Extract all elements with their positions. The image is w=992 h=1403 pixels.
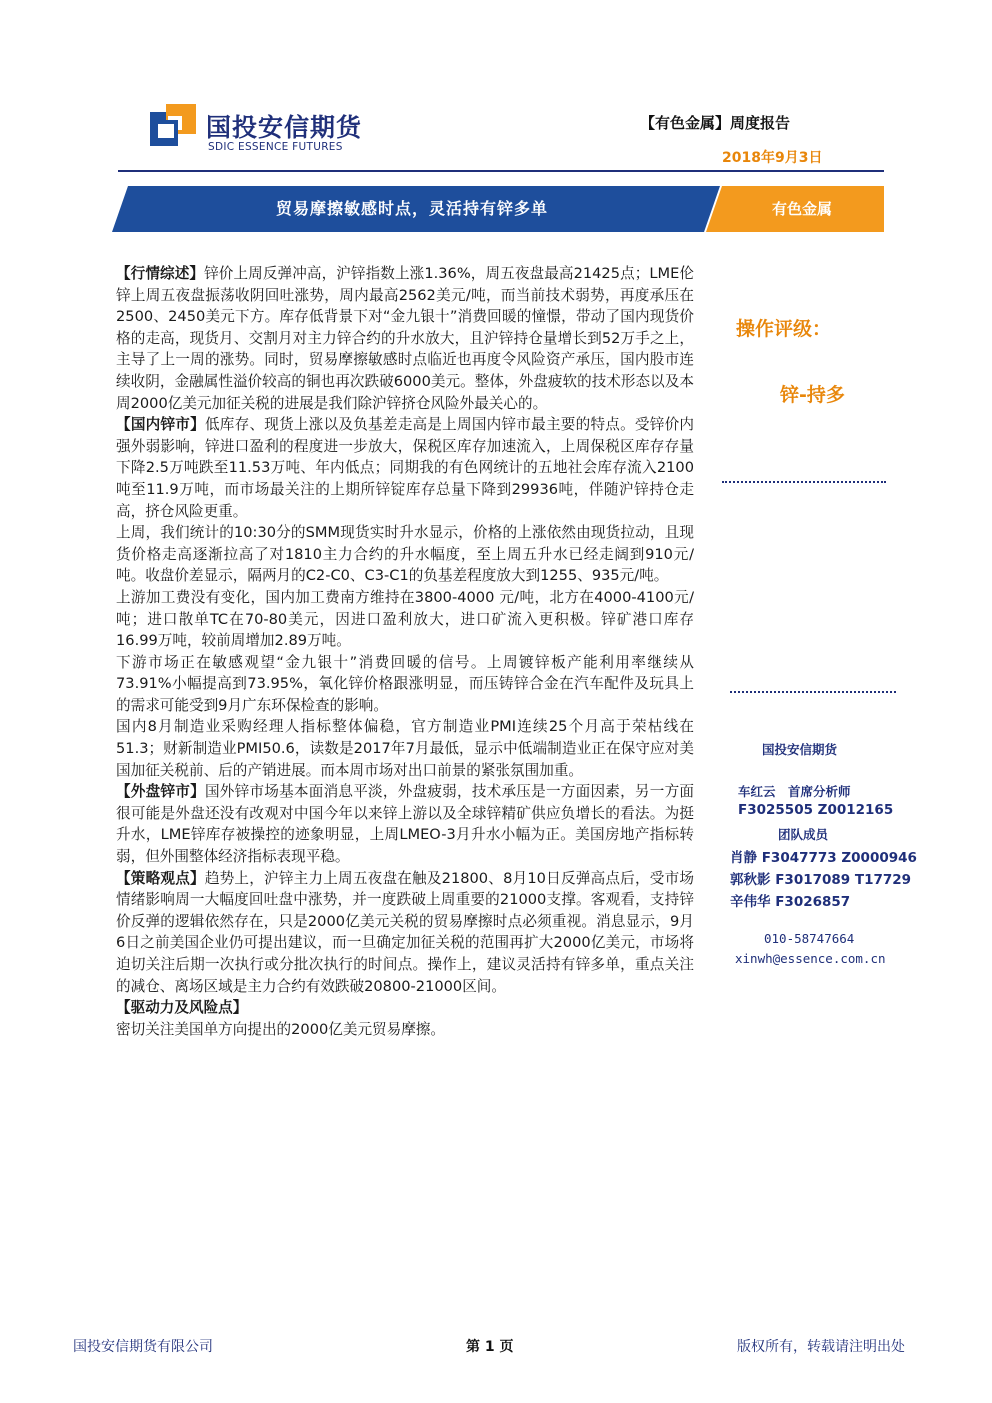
rating-value: 锌-持多 xyxy=(780,384,845,406)
company-name-cn: 国投安信期货 xyxy=(206,113,363,142)
paragraph-market-overview: 【行情综述】锌价上周反弹冲高，沪锌指数上涨1.36%，周五夜盘最高21425点；LME伦锌上周五夜盘振荡收阴回吐涨势，周内最高2562美元/吨，而当前技术弱势，再度承压在2500、2450美元下方。库存低背景下对“金九银十”消费回暖的憧憬，带动了国内现货价格的走高，现货月、交割月对主力锌合约的升水放大，且沪锌持仓量增长到52万手之上，主导了上一周的涨势。同时，贸易摩擦敏感时点临近也再度令风险资产承压，国内股市连续收阴，金融属性溢价较高的铜也再次跌破6000美元。整体，外盘疲软的技术形态以及本周2000亿美元加征关税的进展是我们除沪锌挤仓风险外最关心的。 xyxy=(116,265,694,412)
analyst-name: 车红云 首席分析师 xyxy=(738,784,851,799)
paragraph-spot-premium: 上周，我们统计的10:30分的SMM现货实时升水显示，价格的上涨依然由现货拉动，且现货价格走高逐渐拉高了对1810主力合约的升水幅度，至上周五升水已经走阔到910元/吨。收盘价差显示，隔两月的C2-C0、C3-C1的负基差程度放大到1255、935元/吨。 xyxy=(116,524,694,585)
sidebar-divider xyxy=(722,481,886,483)
paragraph-overseas-zinc: 【外盘锌市】国外锌市场基本面消息平淡，外盘疲弱，技术承压是一方面因素，另一方面很可能是外盘还没有改观对中国今年以来锌上游以及全球锌精矿供应负增长的看法。为挺升水，LME锌库存被操控的迹象明显，上周LMEO-3月升水小幅为正。美国房地产指标转弱，但外围整体经济指标表现平稳。 xyxy=(116,783,694,866)
report-body xyxy=(116,263,694,1040)
footer-copyright: 版权所有，转载请注明出处 xyxy=(737,1339,905,1355)
paragraph-pmi: 国内8月制造业采购经理人指标整体偏稳，官方制造业PMI连续25个月高于荣枯线在51.3；财新制造业PMI50.6，读数是2017年7月最低，显示中低端制造业正在保守应对美国加征关税前、后的产销进展。而本周市场对出口前景的紧张氛围加重。 xyxy=(116,718,694,779)
paragraph-downstream: 下游市场正在敏感观望“金九银十”消费回暖的信号。上周镀锌板产能利用率继续从73.91%小幅提高到73.95%，氧化锌价格跟涨明显，而压铸锌合金在汽车配件及玩具上的需求可能受到9月广东环保检查的影响。 xyxy=(116,653,694,714)
company-logo xyxy=(150,104,196,150)
analyst-license: F3025505 Z0012165 xyxy=(738,802,894,818)
report-date: 2018年9月3日 xyxy=(722,150,823,166)
page-number: 第 1 页 xyxy=(466,1339,514,1355)
paragraph-drivers-heading: 【驱动力及风险点】 xyxy=(116,999,248,1017)
company-name-en: SDIC ESSENCE FUTURES xyxy=(208,141,343,153)
footer-company: 国投安信期货有限公司 xyxy=(73,1339,213,1355)
report-title: 贸易摩擦敏感时点，灵活持有锌多单 xyxy=(275,199,548,218)
team-label: 团队成员 xyxy=(778,827,829,842)
paragraph-strategy: 【策略观点】趋势上，沪锌主力上周五夜盘在触及21800、8月10日反弹高点后，受市场情绪影响周一大幅度回吐盘中涨势，并一度跌破上周重要的21000支撑。客观看，支持锌价反弹的逻辑依然存在，只是2000亿美元关税的贸易摩擦时点必须重视。消息显示，9月6日之前美国企业仍可提出建议，而一旦确定加征关税的范围再扩大2000亿美元，市场将迫切关注后期一次执行或分批次执行的时间点。操作上，建议灵活持有锌多单，重点关注的减仓、离场区域是主力合约有效跌破20800-21000区间。 xyxy=(116,869,694,995)
rating-label: 操作评级： xyxy=(736,318,832,340)
contact-email[interactable]: xinwh@essence.com.cn xyxy=(735,951,886,966)
report-type: 【有色金属】周度报告 xyxy=(640,114,791,132)
sidebar-divider xyxy=(730,691,896,693)
sidebar-company: 国投安信期货 xyxy=(762,742,838,757)
paragraph-drivers: 密切关注美国单方向提出的2000亿美元贸易摩擦。 xyxy=(116,1020,446,1038)
team-member: 郭秋影 F3017089 T17729 xyxy=(730,872,912,888)
paragraph-processing-fee: 上游加工费没有变化，国内加工费南方维持在3800-4000 元/吨，北方在4000-4100元/吨；进口散单TC在70-80美元，因进口盈利放大，进口矿流入更积极。锌矿港口库存16.99万吨，较前周增加2.89万吨。 xyxy=(116,588,694,650)
contact-phone: 010-58747664 xyxy=(764,931,855,946)
team-member: 辛伟华 F3026857 xyxy=(730,894,851,910)
header-divider xyxy=(118,170,884,172)
paragraph-domestic-zinc: 【国内锌市】低库存、现货上涨以及负基差走高是上周国内锌市最主要的特点。受锌价内强外弱影响，锌进口盈利的程度进一步放大，保税区库存加速流入，上周保税区库存存量下降2.5万吨跌至11.53万吨、年内低点；同期我的有色网统计的五地社会库存流入2100吨至11.9万吨，而市场最关注的上期所锌锭库存总量下降到29936吨，伴随沪锌持仓走高，挤仓风险更重。 xyxy=(116,416,694,520)
team-member: 肖静 F3047773 Z0000946 xyxy=(730,850,917,866)
sector-label: 有色金属 xyxy=(771,200,832,218)
